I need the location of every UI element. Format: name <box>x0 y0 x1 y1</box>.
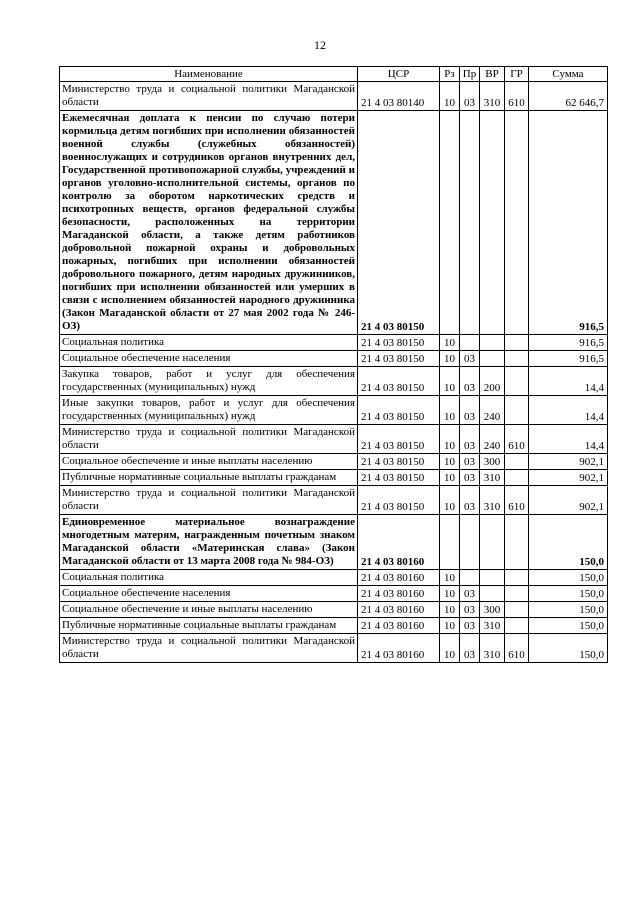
table-cell-pr: 03 <box>460 634 480 663</box>
table-cell-gr: 610 <box>505 425 529 454</box>
table-row <box>60 486 608 515</box>
header-sum: Сумма <box>529 67 608 82</box>
table-cell-pr: 03 <box>460 82 480 111</box>
table-cell-csr: 21 4 03 80150 <box>358 454 440 470</box>
table-cell-name: Социальная политика <box>60 335 358 351</box>
table-cell-rz: 10 <box>440 486 460 515</box>
table-cell-csr: 21 4 03 80150 <box>358 351 440 367</box>
table-cell-gr <box>505 335 529 351</box>
table-cell-gr <box>505 570 529 586</box>
table-cell-name: Социальное обеспечение и иные выплаты населению <box>60 454 358 470</box>
table-cell-vr <box>480 570 505 586</box>
table-cell-pr: 03 <box>460 454 480 470</box>
table-cell-sum: 150,0 <box>529 634 608 663</box>
table-cell-rz: 10 <box>440 618 460 634</box>
header-name: Наименование <box>60 67 358 82</box>
table-row <box>60 470 608 486</box>
table-cell-vr: 310 <box>480 486 505 515</box>
table-cell-name: Единовременное материальное вознаграждение многодетным матерям, награжденным почетным знаком Магаданской области «Материнская слава» (Закон Магаданской области от 13 марта 2008 года № 984-ОЗ) <box>60 515 358 570</box>
table-cell-gr <box>505 515 529 570</box>
table-cell-vr <box>480 586 505 602</box>
table-cell-csr: 21 4 03 80150 <box>358 367 440 396</box>
table-row <box>60 586 608 602</box>
table-cell-name: Закупка товаров, работ и услуг для обеспечения государственных (муниципальных) нужд <box>60 367 358 396</box>
table-cell-vr <box>480 515 505 570</box>
table-cell-sum: 902,1 <box>529 470 608 486</box>
table-cell-gr: 610 <box>505 82 529 111</box>
table-row <box>60 570 608 586</box>
table-row <box>60 454 608 470</box>
header-csr: ЦСР <box>358 67 440 82</box>
table-cell-name: Министерство труда и социальной политики Магаданской области <box>60 486 358 515</box>
table-cell-csr: 21 4 03 80160 <box>358 602 440 618</box>
table-cell-vr: 310 <box>480 470 505 486</box>
table-cell-rz: 10 <box>440 82 460 111</box>
budget-table <box>59 66 608 663</box>
table-cell-csr: 21 4 03 80150 <box>358 425 440 454</box>
table-cell-pr <box>460 515 480 570</box>
table-cell-name: Социальное обеспечение и иные выплаты населению <box>60 602 358 618</box>
table-cell-pr: 03 <box>460 486 480 515</box>
table-header-row <box>60 67 608 82</box>
table-cell-sum: 150,0 <box>529 618 608 634</box>
table-row <box>60 425 608 454</box>
table-cell-vr: 240 <box>480 425 505 454</box>
table-cell-pr <box>460 570 480 586</box>
table-cell-rz: 10 <box>440 470 460 486</box>
table-cell-vr: 300 <box>480 454 505 470</box>
table-cell-sum: 14,4 <box>529 367 608 396</box>
table-cell-rz: 10 <box>440 454 460 470</box>
table-cell-gr <box>505 470 529 486</box>
table-cell-sum: 14,4 <box>529 425 608 454</box>
table-cell-csr: 21 4 03 80150 <box>358 470 440 486</box>
table-row <box>60 618 608 634</box>
header-gr: ГР <box>505 67 529 82</box>
table-cell-rz: 10 <box>440 425 460 454</box>
table-cell-csr: 21 4 03 80160 <box>358 515 440 570</box>
table-row <box>60 515 608 570</box>
table-cell-vr: 310 <box>480 634 505 663</box>
table-cell-sum: 14,4 <box>529 396 608 425</box>
table-cell-gr: 610 <box>505 634 529 663</box>
table-cell-gr <box>505 396 529 425</box>
table-row <box>60 351 608 367</box>
table-cell-csr: 21 4 03 80150 <box>358 335 440 351</box>
table-cell-csr: 21 4 03 80150 <box>358 396 440 425</box>
table-cell-name: Публичные нормативные социальные выплаты гражданам <box>60 618 358 634</box>
table-cell-gr <box>505 351 529 367</box>
table-cell-pr <box>460 111 480 335</box>
table-cell-sum: 916,5 <box>529 335 608 351</box>
table-cell-rz <box>440 515 460 570</box>
table-cell-csr: 21 4 03 80150 <box>358 486 440 515</box>
table-cell-pr: 03 <box>460 618 480 634</box>
table-cell-rz <box>440 111 460 335</box>
table-cell-sum: 150,0 <box>529 602 608 618</box>
table-cell-rz: 10 <box>440 586 460 602</box>
table-cell-gr <box>505 111 529 335</box>
table-cell-vr <box>480 335 505 351</box>
table-cell-rz: 10 <box>440 396 460 425</box>
table-cell-name: Министерство труда и социальной политики Магаданской области <box>60 425 358 454</box>
table-cell-rz: 10 <box>440 570 460 586</box>
table-row <box>60 602 608 618</box>
page-number: 12 <box>314 38 326 52</box>
table-cell-sum: 902,1 <box>529 454 608 470</box>
table-cell-vr: 300 <box>480 602 505 618</box>
table-cell-vr: 200 <box>480 367 505 396</box>
header-pr: Пр <box>460 67 480 82</box>
table-cell-pr: 03 <box>460 470 480 486</box>
table-cell-rz: 10 <box>440 367 460 396</box>
table-cell-pr: 03 <box>460 351 480 367</box>
table-cell-name: Министерство труда и социальной политики Магаданской области <box>60 634 358 663</box>
table-cell-csr: 21 4 03 80160 <box>358 618 440 634</box>
table-cell-name: Социальная политика <box>60 570 358 586</box>
table-cell-vr: 310 <box>480 618 505 634</box>
table-cell-csr: 21 4 03 80160 <box>358 570 440 586</box>
table-cell-sum: 150,0 <box>529 515 608 570</box>
table-cell-rz: 10 <box>440 351 460 367</box>
table-cell-pr: 03 <box>460 586 480 602</box>
table-cell-vr <box>480 351 505 367</box>
table-cell-csr: 21 4 03 80160 <box>358 586 440 602</box>
table-cell-rz: 10 <box>440 335 460 351</box>
header-rz: Рз <box>440 67 460 82</box>
table-cell-name: Социальное обеспечение населения <box>60 586 358 602</box>
table-cell-csr: 21 4 03 80150 <box>358 111 440 335</box>
table-cell-vr: 310 <box>480 82 505 111</box>
table-cell-name: Министерство труда и социальной политики Магаданской области <box>60 82 358 111</box>
table-cell-gr <box>505 618 529 634</box>
table-row <box>60 82 608 111</box>
table-cell-rz: 10 <box>440 634 460 663</box>
table-row <box>60 396 608 425</box>
table-cell-gr <box>505 602 529 618</box>
table-cell-sum: 916,5 <box>529 351 608 367</box>
table-row <box>60 634 608 663</box>
table-cell-name: Социальное обеспечение населения <box>60 351 358 367</box>
table-cell-sum: 150,0 <box>529 586 608 602</box>
table-cell-pr: 03 <box>460 602 480 618</box>
table-cell-name: Публичные нормативные социальные выплаты гражданам <box>60 470 358 486</box>
table-cell-vr: 240 <box>480 396 505 425</box>
table-cell-vr <box>480 111 505 335</box>
table-cell-csr: 21 4 03 80140 <box>358 82 440 111</box>
table-cell-sum: 62 646,7 <box>529 82 608 111</box>
table-cell-sum: 902,1 <box>529 486 608 515</box>
table-row <box>60 335 608 351</box>
table-cell-rz: 10 <box>440 602 460 618</box>
table-cell-gr <box>505 367 529 396</box>
table-cell-sum: 150,0 <box>529 570 608 586</box>
table-cell-sum: 916,5 <box>529 111 608 335</box>
table-cell-gr <box>505 586 529 602</box>
table-cell-pr: 03 <box>460 396 480 425</box>
table-cell-pr: 03 <box>460 367 480 396</box>
table-cell-pr: 03 <box>460 425 480 454</box>
table-cell-pr <box>460 335 480 351</box>
table-row <box>60 111 608 335</box>
table-cell-gr <box>505 454 529 470</box>
table-row <box>60 367 608 396</box>
table-cell-name: Ежемесячная доплата к пенсии по случаю потери кормильца детям погибших при исполнении обязанностей военной службы (служебных обязанностей) военнослужащих и сотрудников органов внутренних дел, Государственной противопожарной службы, учреждений и органов уголовно-исполнительной системы, органов по контролю за оборотом наркотических средств и психотропных веществ, органов федеральной службы безопасности, расположенных на территории Магаданской области, а также детям работников добровольной пожарной охраны и добровольных пожарных, погибших при исполнении обязанностей добровольного пожарного, детям народных дружинников, погибших при исполнении обязанностей или умерших в связи с исполнением обязанностей народного дружинника (Закон Магаданской области от 27 мая 2002 года № 246-ОЗ) <box>60 111 358 335</box>
table-cell-name: Иные закупки товаров, работ и услуг для обеспечения государственных (муниципальных) нужд <box>60 396 358 425</box>
table-cell-csr: 21 4 03 80160 <box>358 634 440 663</box>
header-vr: ВР <box>480 67 505 82</box>
table-cell-gr: 610 <box>505 486 529 515</box>
